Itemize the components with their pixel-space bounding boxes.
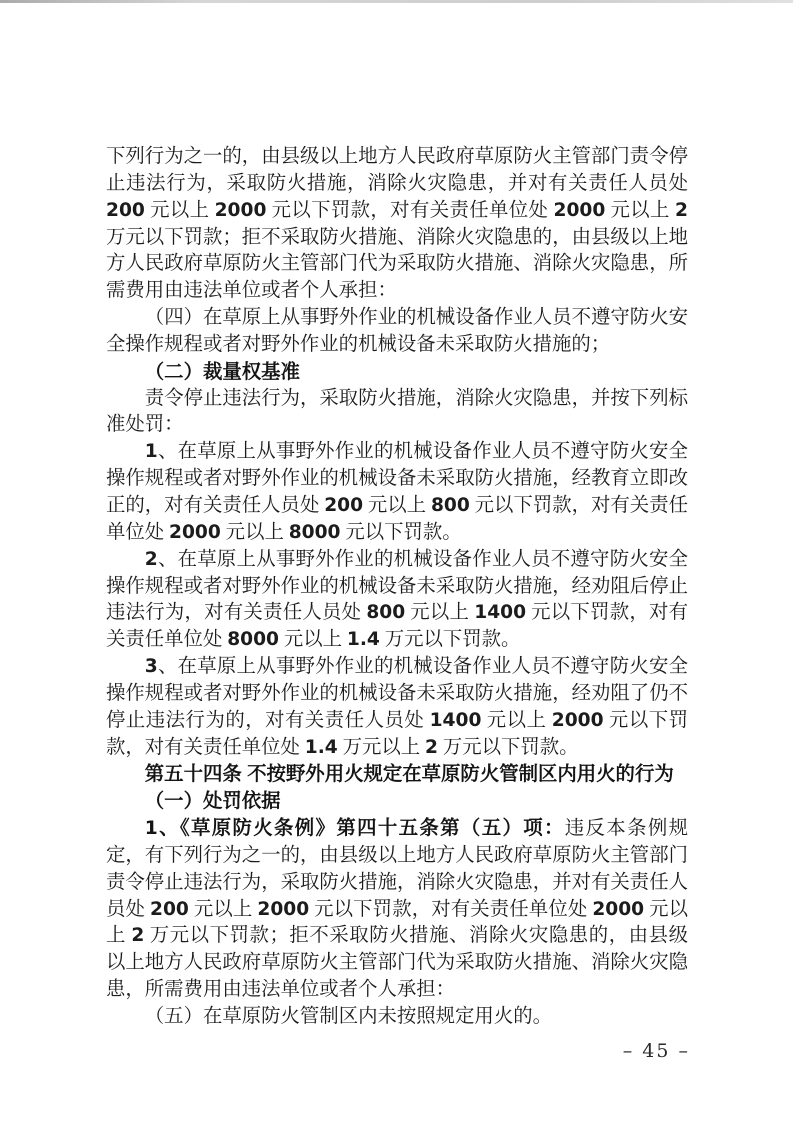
numeric-value: 200 <box>324 494 364 516</box>
numeric-value: 2 <box>675 199 688 221</box>
numeric-value: 8000 <box>227 629 279 651</box>
heading-paragraph: 第五十四条 不按野外用火规定在草原防火管制区内用火的行为 <box>144 763 674 786</box>
numeric-value: 1 <box>144 818 158 840</box>
numeric-value: 1400 <box>429 709 482 731</box>
body-paragraph: 1、《草原防火条例》第四十五条第（五）项：违反本条例规定，有下列行为之一的，由县级以上地方人民政府草原防火主管部门责令停止违法行为，采取防火措施，消除火灾隐患，并对有关责任人员处 200 元以上 2000 元以下罚款，对有关责任单位处 2000 元以上 2 万元以下罚款；拒不采取防火措施、消除火灾隐患的，由县级以上地方人民政府草原防火主管部门代为采取防火措施、消除火灾隐患，所需费用由违法单位或者个人承担： <box>106 817 689 1001</box>
numeric-value: 1.4 <box>304 736 338 758</box>
body-paragraph: 1、在草原上从事野外作业的机械设备作业人员不遵守防火安全操作规程或者对野外作业的机械设备未采取防火措施，经教育立即改正的，对有关责任人员处 200 元以上 800 元以下罚款，对有关责任单位处 2000 元以上 8000 元以下罚款。 <box>106 441 688 543</box>
document-body <box>106 144 688 1031</box>
numeric-value: 200 <box>106 199 145 221</box>
body-paragraph: （五）在草原防火管制区内未按照规定用火的。 <box>144 1006 552 1027</box>
numeric-value: 2000 <box>553 199 606 221</box>
body-paragraph: 3、在草原上从事野外作业的机械设备作业人员不遵守防火安全操作规程或者对野外作业的机械设备未采取防火措施，经劝阻了仍不停止违法行为的，对有关责任人员处 1400 元以上 2000 元以下罚款，对有关责任单位处 1.4 万元以上 2 万元以下罚款。 <box>106 656 688 758</box>
numeric-value: 2000 <box>592 898 645 920</box>
body-paragraph: 责令停止违法行为，采取防火措施，消除火灾隐患，并按下列标准处罚： <box>106 387 688 436</box>
body-paragraph: 2、在草原上从事野外作业的机械设备作业人员不遵守防火安全操作规程或者对野外作业的机械设备未采取防火措施，经劝阻后停止违法行为，对有关责任人员处 800 元以上 1400 元以下罚款，对有关责任单位处 8000 元以上 1.4 万元以下罚款。 <box>106 548 688 651</box>
body-paragraph: 下列行为之一的，由县级以上地方人民政府草原防火主管部门责令停止违法行为，采取防火措施，消除火灾隐患，并对有关责任人员处 200 元以上 2000 元以下罚款，对有关责任单位处 2000 元以上 2 万元以下罚款；拒不采取防火措施、消除火灾隐患的，由县级以上地方人民政府草原防火主管部门代为采取防火措施、消除火灾隐患，所需费用由违法单位或者个人承担： <box>106 146 688 302</box>
numeric-value: 800 <box>430 494 470 516</box>
numeric-value: 3 <box>144 656 158 678</box>
numeric-value: 8000 <box>288 521 341 543</box>
numeric-value: 2000 <box>169 521 221 543</box>
numeric-value: 1 <box>144 441 158 463</box>
scan-artifact <box>0 0 793 3</box>
numeric-value: 2000 <box>257 898 310 920</box>
numeric-value: 1.4 <box>346 629 380 651</box>
heading-paragraph: （二）裁量权基准 <box>144 360 300 383</box>
paragraph-lead: 1、《草原防火条例》第四十五条第（五）项： <box>144 817 565 840</box>
heading-paragraph: （一）处罚依据 <box>144 790 281 813</box>
numeric-value: 200 <box>150 898 189 920</box>
numeric-value: 2000 <box>214 199 267 221</box>
numeric-value: 2 <box>425 736 438 758</box>
page-footer <box>623 1040 690 1062</box>
numeric-value: 1400 <box>474 602 527 624</box>
numeric-value: 2000 <box>551 709 604 731</box>
page-number: – 45 – <box>622 1040 690 1062</box>
body-paragraph: （四）在草原上从事野外作业的机械设备作业人员不遵守防火安全操作规程或者对野外作业的机械设备未采取防火措施的； <box>106 307 688 355</box>
numeric-value: 2 <box>131 925 145 947</box>
numeric-value: 2 <box>144 548 158 570</box>
numeric-value: 800 <box>366 602 406 624</box>
